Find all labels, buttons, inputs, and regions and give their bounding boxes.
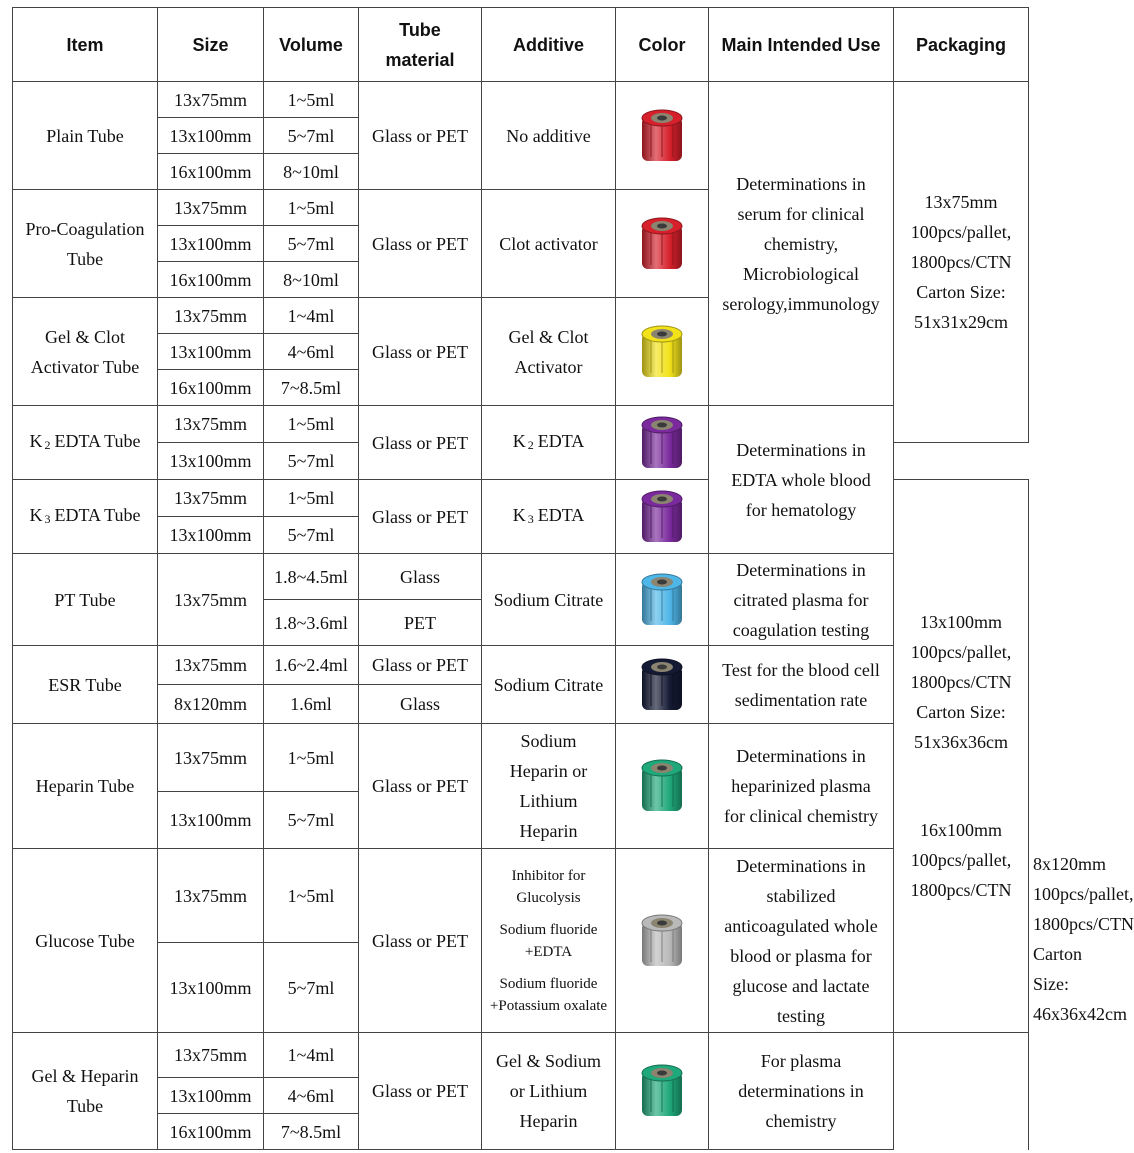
- tube-cap-icon: [640, 571, 684, 629]
- item-gelhep: Gel & Heparin Tube: [13, 1033, 158, 1150]
- color-cell: [616, 554, 709, 646]
- material-cell: Glass: [359, 685, 482, 724]
- table-row: [13, 646, 1029, 685]
- volume-cell: 1~4ml: [264, 298, 359, 334]
- size-cell: 13x75mm: [158, 298, 264, 334]
- material-cell: Glass or PET: [359, 82, 482, 190]
- additive-cell: Sodium Citrate: [482, 646, 616, 724]
- size-cell: 13x100mm: [158, 443, 264, 480]
- material-cell: Glass or PET: [359, 724, 482, 849]
- size-cell: 13x100mm: [158, 943, 264, 1033]
- use-esr: Test for the blood cell sedimentation rate: [709, 646, 894, 724]
- size-cell: 13x75mm: [158, 480, 264, 517]
- volume-cell: 1~5ml: [264, 849, 359, 943]
- volume-cell: 1~5ml: [264, 190, 359, 226]
- color-cell: [616, 190, 709, 298]
- col-header-volume: Volume: [264, 8, 359, 82]
- size-cell: 16x100mm: [158, 370, 264, 406]
- packaging-13x75: 13x75mm 100pcs/pallet, 1800pcs/CTN Carton Size: 51x31x29cm: [894, 82, 1029, 443]
- volume-cell: 1~5ml: [264, 480, 359, 517]
- packaging-13x100-16x100: 13x100mm 100pcs/pallet, 1800pcs/CTN Carton Size: 51x36x36cm 16x100mm 100pcs/pallet, 1800pcs/CTN: [894, 480, 1029, 1033]
- col-header-material: Tube material: [359, 8, 482, 82]
- col-header-item: Item: [13, 8, 158, 82]
- item-glucose: Glucose Tube: [13, 849, 158, 1033]
- volume-cell: 5~7ml: [264, 792, 359, 849]
- volume-cell: 5~7ml: [264, 118, 359, 154]
- table-row: [13, 82, 1029, 118]
- material-cell: PET: [359, 600, 482, 646]
- size-cell: 13x75mm: [158, 1033, 264, 1078]
- item-pt: PT Tube: [13, 554, 158, 646]
- tube-cap-icon: [640, 912, 684, 970]
- material-cell: Glass or PET: [359, 1033, 482, 1150]
- material-cell: Glass: [359, 554, 482, 600]
- volume-cell: 8~10ml: [264, 154, 359, 190]
- col-header-color: Color: [616, 8, 709, 82]
- size-cell: 13x100mm: [158, 226, 264, 262]
- tube-spec-table: [12, 7, 1134, 1150]
- size-cell: 13x75mm: [158, 849, 264, 943]
- tube-cap-icon: [640, 757, 684, 815]
- use-heparin: Determinations in heparinized plasma for clinical chemistry: [709, 724, 894, 849]
- volume-cell: 1.6~2.4ml: [264, 646, 359, 685]
- item-gelclot: Gel & Clot Activator Tube: [13, 298, 158, 406]
- volume-cell: 8~10ml: [264, 262, 359, 298]
- additive-cell: Gel & Clot Activator: [482, 298, 616, 406]
- item-procoag: Pro-Coagulation Tube: [13, 190, 158, 298]
- tube-cap-icon: [640, 323, 684, 381]
- color-cell: [616, 298, 709, 406]
- table-row: [13, 554, 1029, 600]
- size-cell: 13x75mm: [158, 82, 264, 118]
- volume-cell: 1~4ml: [264, 1033, 359, 1078]
- item-k3: K 3 EDTA Tube: [13, 480, 158, 554]
- col-header-packaging: Packaging: [894, 8, 1029, 82]
- volume-cell: 5~7ml: [264, 226, 359, 262]
- volume-cell: 1.8~3.6ml: [264, 600, 359, 646]
- additive-cell: K 2 EDTA: [482, 406, 616, 480]
- volume-cell: 1.6ml: [264, 685, 359, 724]
- volume-cell: 1~5ml: [264, 406, 359, 443]
- material-cell: Glass or PET: [359, 480, 482, 554]
- additive-cell: Inhibitor for Glucolysis Sodium fluoride +EDTA Sodium fluoride +Potassium oxalate: [482, 849, 616, 1033]
- additive-cell: K 3 EDTA: [482, 480, 616, 554]
- material-cell: Glass or PET: [359, 646, 482, 685]
- material-cell: Glass or PET: [359, 406, 482, 480]
- additive-cell: Gel & Sodium or Lithium Heparin: [482, 1033, 616, 1150]
- col-header-size: Size: [158, 8, 264, 82]
- color-cell: [616, 406, 709, 480]
- tube-cap-icon: [640, 215, 684, 273]
- use-serum: Determinations in serum for clinical chemistry, Microbiological serology,immunology: [709, 82, 894, 406]
- additive-cell: Clot activator: [482, 190, 616, 298]
- volume-cell: 4~6ml: [264, 1078, 359, 1114]
- material-cell: Glass or PET: [359, 298, 482, 406]
- item-heparin: Heparin Tube: [13, 724, 158, 849]
- additive-cell: Sodium Heparin or Lithium Heparin: [482, 724, 616, 849]
- table-row: [13, 406, 1029, 443]
- size-cell: 16x100mm: [158, 262, 264, 298]
- use-citrate: Determinations in citrated plasma for coagulation testing: [709, 554, 894, 646]
- volume-cell: 1~5ml: [264, 724, 359, 792]
- use-gelhep: For plasma determinations in chemistry: [709, 1033, 894, 1150]
- color-cell: [616, 1033, 709, 1150]
- size-cell: 13x75mm: [158, 190, 264, 226]
- size-cell: 13x75mm: [158, 554, 264, 646]
- material-cell: Glass or PET: [359, 849, 482, 1033]
- tube-cap-icon: [640, 488, 684, 546]
- volume-cell: 5~7ml: [264, 443, 359, 480]
- size-cell: 16x100mm: [158, 154, 264, 190]
- tube-cap-icon: [640, 414, 684, 472]
- table-row: Glucose Tube 13x75mm 1~5ml Glass or PET Inhibitor for Glucolysis Sodium fluoride +EDTA Sodium fluoride +Potassium oxalate Determinations in stabilized anticoagulated whole blood or plasma for glucose and lactate testing 8x120mm 100pcs/pallet, 1800pcs/CTN Carton Size: 46x36x42cm: [13, 849, 1029, 943]
- material-cell: Glass or PET: [359, 190, 482, 298]
- table-row: [13, 1033, 1029, 1078]
- volume-cell: 7~8.5ml: [264, 370, 359, 406]
- size-cell: 13x75mm: [158, 406, 264, 443]
- header-row: [13, 8, 1029, 82]
- use-edta: Determinations in EDTA whole blood for hematology: [709, 406, 894, 554]
- color-cell: [616, 82, 709, 190]
- size-cell: 8x120mm: [158, 685, 264, 724]
- item-esr: ESR Tube: [13, 646, 158, 724]
- use-glucose: Determinations in stabilized anticoagulated whole blood or plasma for glucose and lactate testing: [709, 849, 894, 1033]
- color-cell: [616, 724, 709, 849]
- additive-cell: Sodium Citrate: [482, 554, 616, 646]
- additive-cell: No additive: [482, 82, 616, 190]
- item-k2: K 2 EDTA Tube: [13, 406, 158, 480]
- size-cell: 13x75mm: [158, 724, 264, 792]
- color-cell: [616, 480, 709, 554]
- size-cell: 13x100mm: [158, 1078, 264, 1114]
- col-header-additive: Additive: [482, 8, 616, 82]
- volume-cell: 1~5ml: [264, 82, 359, 118]
- volume-cell: 5~7ml: [264, 517, 359, 554]
- table-row: [13, 724, 1029, 792]
- volume-cell: 1.8~4.5ml: [264, 554, 359, 600]
- volume-cell: 5~7ml: [264, 943, 359, 1033]
- tube-cap-icon: [640, 107, 684, 165]
- col-header-use: Main Intended Use: [709, 8, 894, 82]
- volume-cell: 7~8.5ml: [264, 1114, 359, 1150]
- size-cell: 13x100mm: [158, 118, 264, 154]
- volume-cell: 4~6ml: [264, 334, 359, 370]
- tube-cap-icon: [640, 1062, 684, 1120]
- size-cell: 13x100mm: [158, 517, 264, 554]
- color-cell: [616, 646, 709, 724]
- tube-cap-icon: [640, 656, 684, 714]
- size-cell: 16x100mm: [158, 1114, 264, 1150]
- size-cell: 13x100mm: [158, 792, 264, 849]
- item-plain: Plain Tube: [13, 82, 158, 190]
- size-cell: 13x75mm: [158, 646, 264, 685]
- color-cell: [616, 849, 709, 1033]
- size-cell: 13x100mm: [158, 334, 264, 370]
